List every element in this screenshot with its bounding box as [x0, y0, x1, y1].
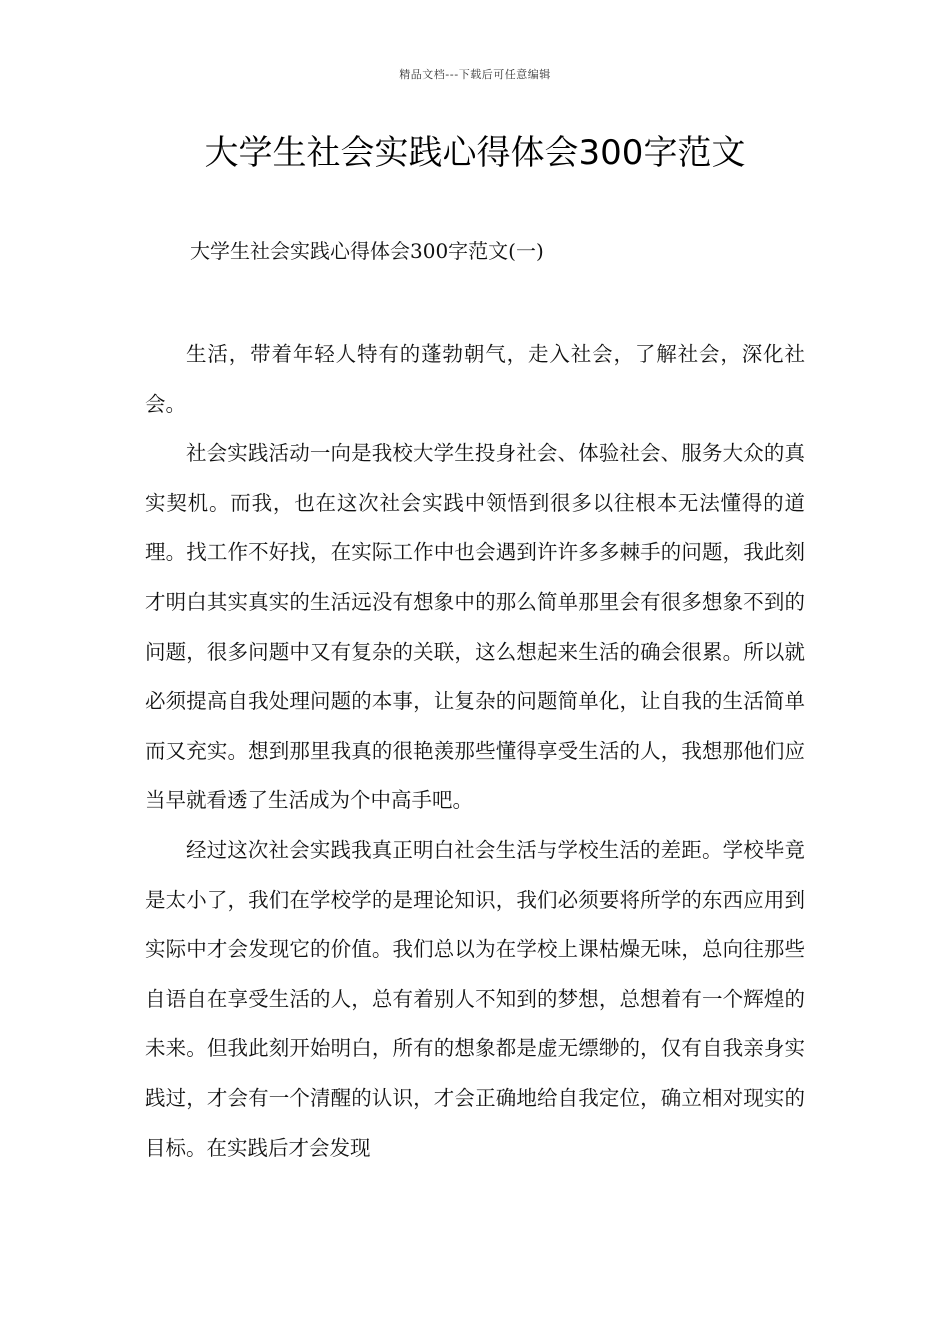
paragraph-1: 生活，带着年轻人特有的蓬勃朝气，走入社会，了解社会，深化社会。: [145, 342, 805, 416]
section-subtitle: 大学生社会实践心得体会300字范文(一): [190, 239, 544, 263]
document-title: 大学生社会实践心得体会300字范文: [204, 133, 746, 173]
paragraph-3: 经过这次社会实践我真正明白社会生活与学校生活的差距。学校毕竟是太小了，我们在学校学的是理论知识，我们必须要将所学的东西应用到实际中才会发现它的价值。我们总以为在学校上课枯燥无味，总向往那些自语自在享受生活的人，总有着别人不知到的梦想，总想着有一个辉煌的未来。但我此刻开始明白，所有的想象都是虚无缥缈的，仅有自我亲身实践过，才会有一个清醒的认识，才会正确地给自我定位，确立相对现实的目标。在实践后才会发现: [145, 837, 805, 1160]
body-text: [145, 330, 805, 1173]
paragraph-2: 社会实践活动一向是我校大学生投身社会、体验社会、服务大众的真实契机。而我，也在这次社会实践中领悟到很多以往根本无法懂得的道理。找工作不好找，在实际工作中也会遇到许许多多棘手的问题，我此刻才明白其实真实的生活远没有想象中的那么简单那里会有很多想象不到的问题，很多问题中又有复杂的关联，这么想起来生活的确会很累。所以就必须提高自我处理问题的本事，让复杂的问题简单化，让自我的生活简单而又充实。想到那里我真的很艳羡那些懂得享受生活的人，我想那他们应当早就看透了生活成为个中高手吧。: [145, 441, 805, 813]
header-note: 精品文档---下载后可任意编辑: [399, 68, 551, 81]
